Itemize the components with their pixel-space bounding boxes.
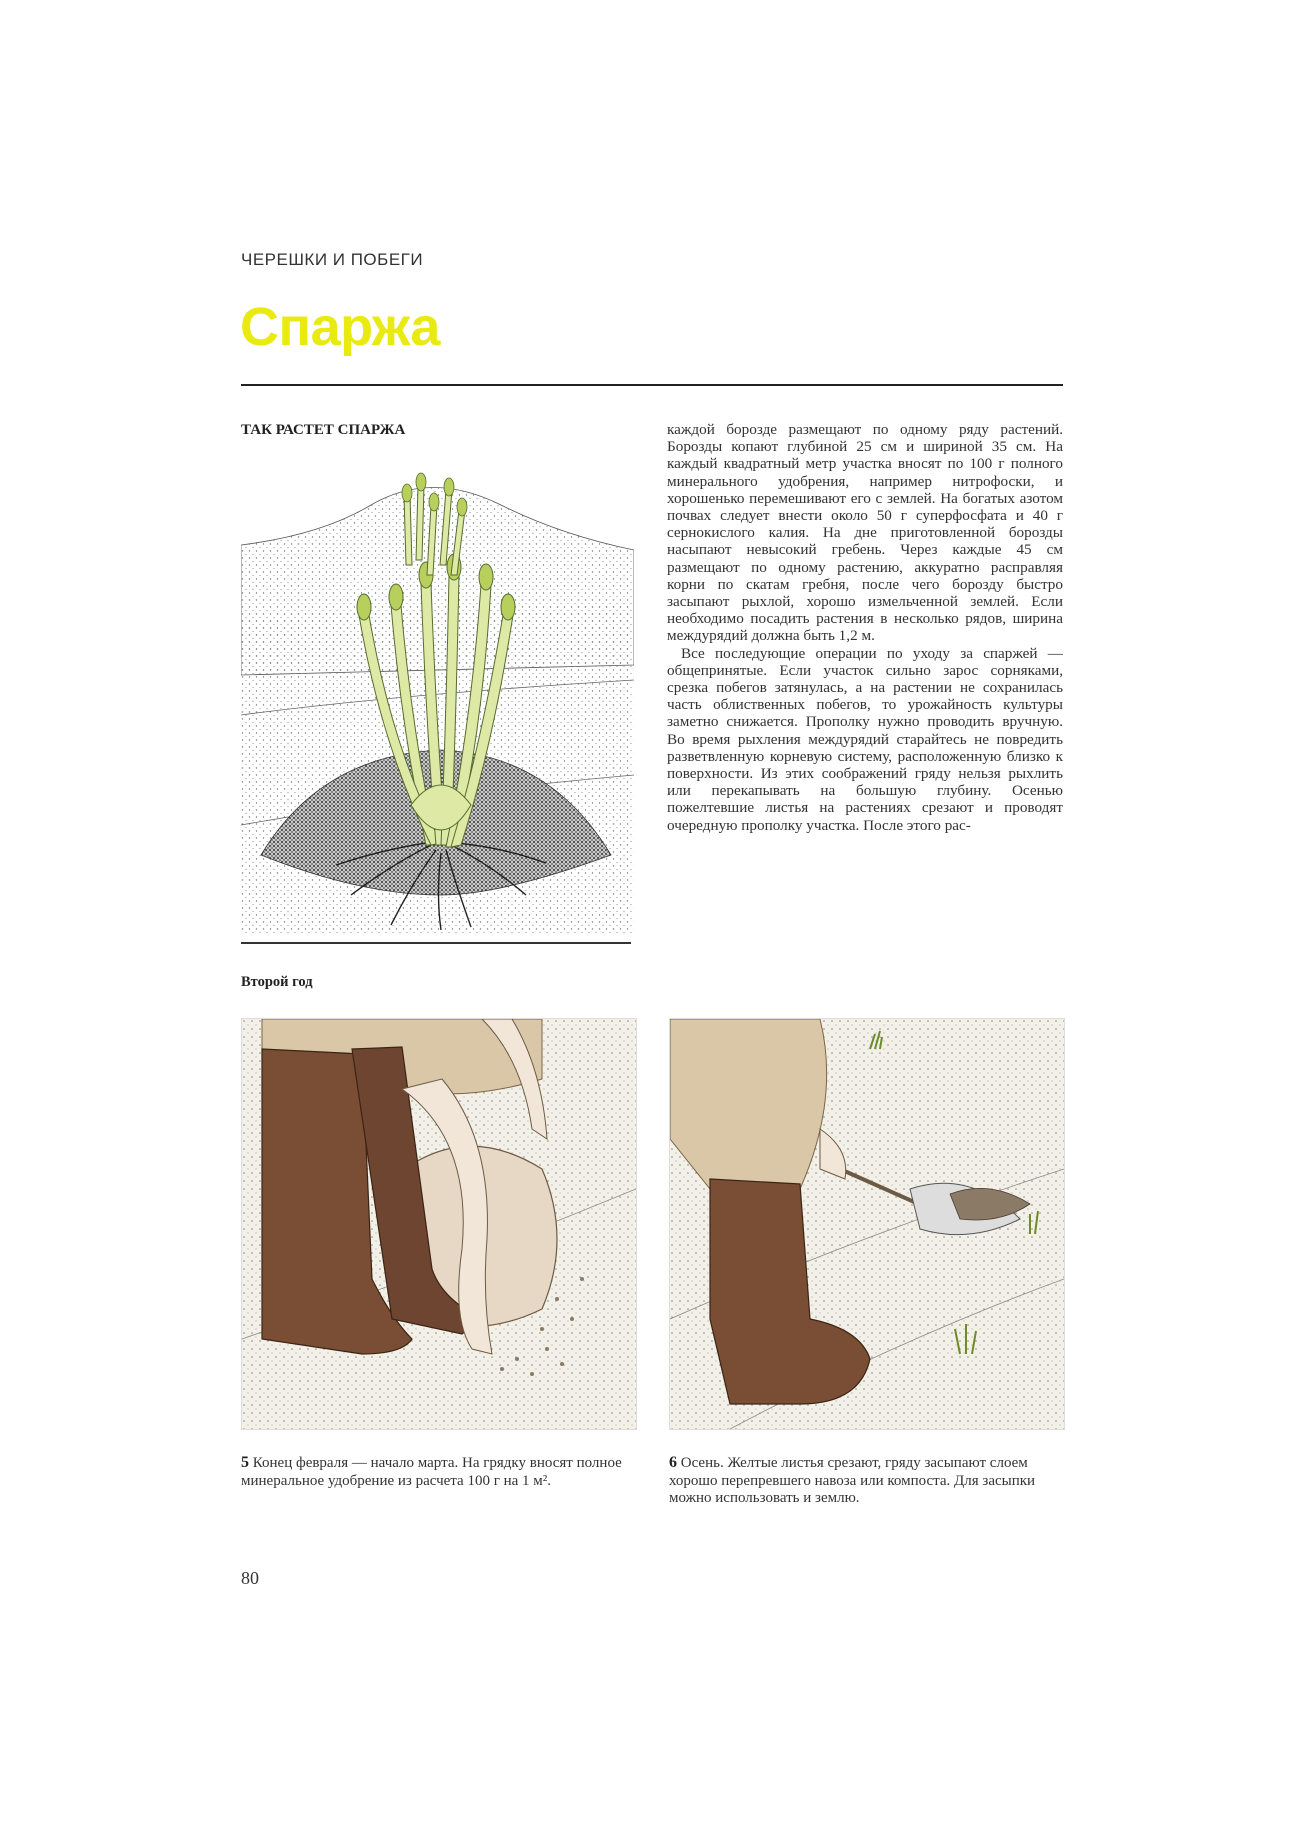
article-body [667, 421, 1063, 834]
illustration-composting [669, 1018, 1065, 1430]
caption-6 [669, 1454, 1063, 1508]
page-number: 80 [241, 1568, 259, 1588]
illustration-fertilizing [241, 1018, 637, 1430]
caption-5 [241, 1454, 635, 1490]
illustration-heading: ТАК РАСТЕТ СПАРЖА [241, 422, 406, 438]
asparagus-illustration [241, 465, 634, 935]
mid-divider [241, 942, 631, 944]
caption-text: Осень. Желтые листья срезают, гряду засыпают слоем хорошо перепревшего навоза или компоста. Для засыпки можно использовать и землю. [669, 1455, 1036, 1506]
page-title: Спаржа [240, 297, 440, 357]
top-divider [241, 384, 1063, 386]
body-paragraph: каждой борозде размещают по одному ряду растений. Борозды копают глубиной 25 см и шириной 35 см. На каждый квадратный метр участка вносят по 100 г полного минерального удобрения, например нитрофоски, и хорошенько перемешивают его с землей. На богатых азотом почвах следует внести около 50 г суперфосфата и 40 г сернокислого калия. На дне приготовленной борозды насыпают невысокий гребень. Через каждые 45 см размещают по одному растению, аккуратно расправляя корни по скатам гребня, после чего борозду быстро засыпают рыхлой, хорошо измельченной землей. Если необходимо посадить растения в несколько рядов, ширина междурядий должна быть 1,2 м. [667, 421, 1063, 645]
caption-text: Конец февраля — начало марта. На грядку вносят полное минеральное удобрение из расчета 100 г на 1 м². [241, 1455, 622, 1489]
second-year-heading: Второй год [241, 974, 313, 990]
body-paragraph: Все последующие операции по уходу за спаржей — общепринятые. Если участок сильно зарос сорняками, срезка побегов затянулась, а на растении не сохранилась часть облиственных побегов, то урожайность культуры заметно снижается. Прополку нужно проводить вручную. Во время рыхления междурядий старайтесь не повредить разветвленную корневую систему, расположенную близко к поверхности. Из этих соображений гряду нельзя рыхлить или перекапывать на большую глубину. Осенью пожелтевшие листья на растениях срезают и проводят очередную прополку участка. После этого рас- [667, 644, 1063, 834]
section-heading: ЧЕРЕШКИ И ПОБЕГИ [241, 250, 424, 269]
caption-number: 6 [669, 1454, 677, 1471]
caption-number: 5 [241, 1454, 249, 1471]
